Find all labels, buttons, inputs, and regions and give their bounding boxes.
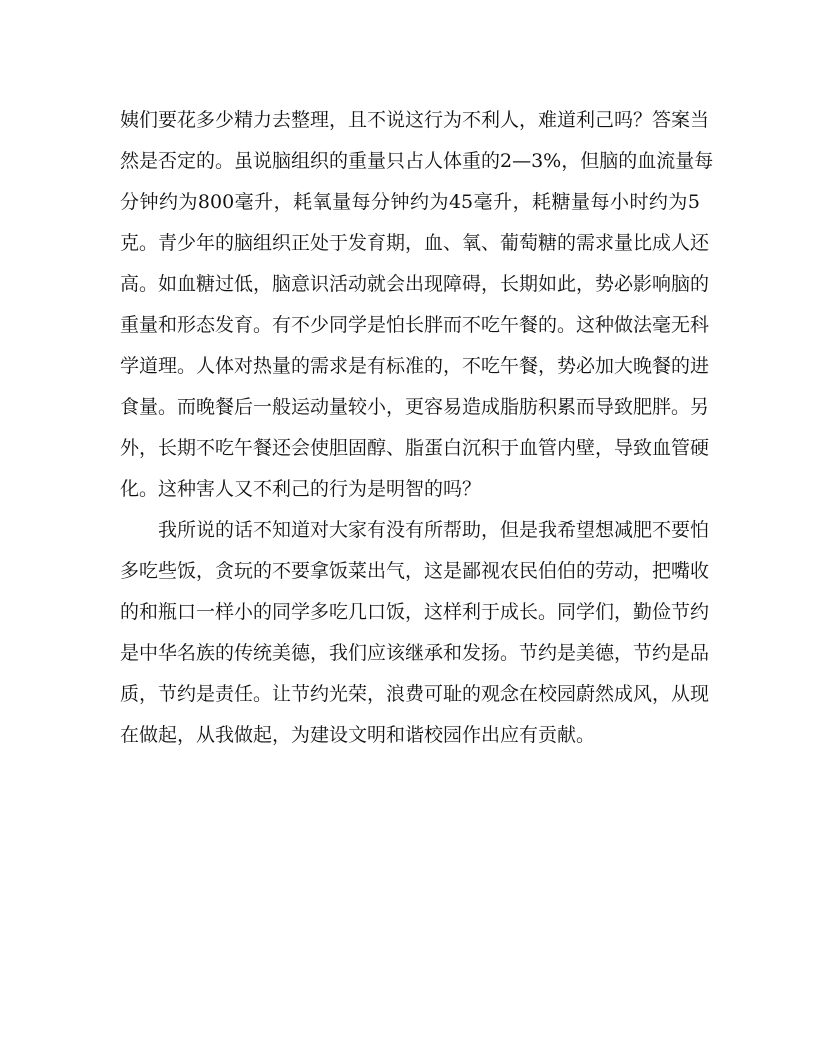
- text-line: 重量和形态发育。有不少同学是怕长胖而不吃午餐的。这种做法毫无科: [120, 314, 710, 336]
- text-line: 化。这种害人又不利己的行为是明智的吗？: [120, 478, 482, 500]
- document-body: [120, 100, 714, 756]
- text-line: 学道理。人体对热量的需求是有标准的，不吃午餐，势必加大晚餐的进: [120, 355, 710, 377]
- text-line: 姨们要花多少精力去整理，且不说这行为不利人，难道利己吗？答案当: [120, 109, 710, 131]
- text-line: 质，节约是责任。让节约光荣，浪费可耻的观念在校园蔚然成风，从现: [120, 683, 710, 705]
- text-line: 在做起，从我做起，为建设文明和谐校园作出应有贡献。: [120, 724, 596, 746]
- text-line: 克。青少年的脑组织正处于发育期，血、氧、葡萄糖的需求量比成人还: [120, 232, 710, 254]
- text-line: 的和瓶口一样小的同学多吃几口饭，这样利于成长。同学们，勤俭节约: [120, 601, 710, 623]
- text-line: 食量。而晚餐后一般运动量较小，更容易造成脂肪积累而导致肥胖。另: [120, 396, 710, 418]
- text-line: 多吃些饭，贪玩的不要拿饭菜出气，这是鄙视农民伯伯的劳动，把嘴收: [120, 560, 710, 582]
- text-line: 外，长期不吃午餐还会使胆固醇、脂蛋白沉积于血管内壁，导致血管硬: [120, 437, 710, 459]
- text-line: 然是否定的。虽说脑组织的重量只占人体重的2—3%，但脑的血流量每: [120, 150, 714, 172]
- text-line: 分钟约为800毫升，耗氧量每分钟约为45毫升，耗糖量每小时约为5: [120, 191, 700, 213]
- paragraph-1: [120, 100, 714, 510]
- text-line: 是中华名族的传统美德，我们应该继承和发扬。节约是美德，节约是品: [120, 642, 710, 664]
- text-line: 我所说的话不知道对大家有没有所帮助，但是我希望想减肥不要怕: [158, 519, 710, 541]
- text-line: 高。如血糖过低，脑意识活动就会出现障碍，长期如此，势必影响脑的: [120, 273, 710, 295]
- paragraph-2: [120, 510, 710, 756]
